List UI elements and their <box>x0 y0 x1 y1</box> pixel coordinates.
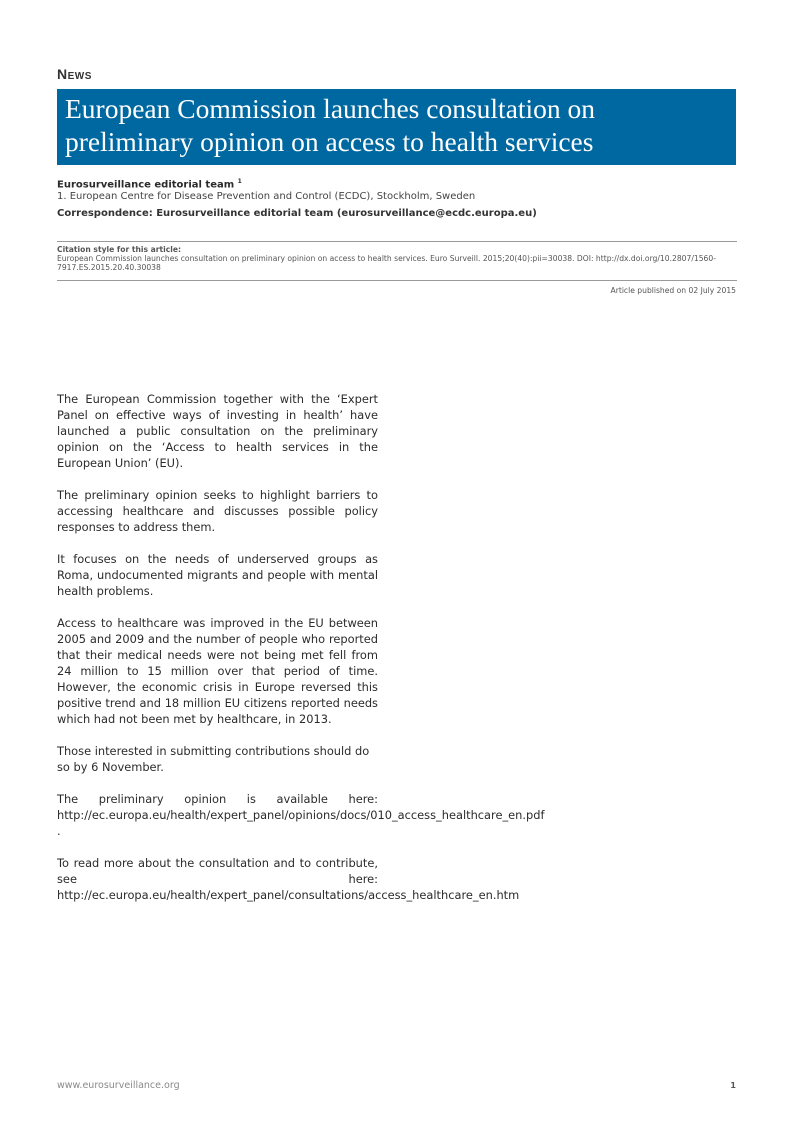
article-title: European Commission launches consultation on preliminary opinion on access to health services <box>65 93 596 157</box>
author-block <box>57 176 737 203</box>
body-paragraph: Those interested in submitting contributions should do so by 6 November. <box>57 744 370 774</box>
citation-label: Citation style for this article: <box>57 245 182 254</box>
article-body <box>57 391 545 919</box>
author-team <box>57 176 737 191</box>
author-affiliation-marker: 1 <box>237 178 242 185</box>
body-paragraph: The preliminary opinion seeks to highlight barriers to accessing healthcare and discusses possible policy responses to address them. <box>57 488 378 534</box>
page-number: 1 <box>730 1081 736 1090</box>
body-paragraph: Access to healthcare was improved in the EU between 2005 and 2009 and the number of people who reported that their medical needs were not being met fell from 24 million to 15 million over that period of time. However, the economic crisis in Europe reversed this positive trend and 18 million EU citizens reported needs which had not been met by healthcare, in 2013. <box>57 616 378 726</box>
correspondence: Correspondence: Eurosurveillance editorial team (eurosurveillance@ecdc.europa.eu) <box>57 208 537 219</box>
title-banner <box>57 89 736 165</box>
author-team-name: Eurosurveillance editorial team <box>57 179 235 191</box>
divider-bottom <box>57 280 737 281</box>
divider-top <box>57 241 737 242</box>
section-label: News <box>57 66 92 82</box>
body-paragraph-link[interactable]: The preliminary opinion is available here: http://ec.europa.eu/health/expert_panel/opinions/docs/010_access_healthcare_en.pdf . <box>57 792 545 838</box>
citation-text: European Commission launches consultation on preliminary opinion on access to health services. Euro Surveill. 2015;20(40):pii=30038. DOI: http://dx.doi.org/10.2807/1560-7917.ES.2015.20.40.30038 <box>57 254 716 272</box>
body-paragraph: It focuses on the needs of underserved groups as Roma, undocumented migrants and people with mental health problems. <box>57 552 378 598</box>
body-paragraph-link[interactable]: To read more about the consultation and to contribute, see here: http://ec.europa.eu/health/expert_panel/consultations/access_healthcare_en.htm <box>57 856 520 902</box>
author-affiliation: 1. European Centre for Disease Prevention and Control (ECDC), Stockholm, Sweden <box>57 191 476 203</box>
citation-block <box>57 245 737 272</box>
footer-url[interactable]: www.eurosurveillance.org <box>57 1080 180 1091</box>
body-paragraph: The European Commission together with the ‘Expert Panel on effective ways of investing in health’ have launched a public consultation on the preliminary opinion on the ‘Access to health services in the European Union’ (EU). <box>57 392 378 470</box>
published-date: Article published on 02 July 2015 <box>610 286 736 295</box>
